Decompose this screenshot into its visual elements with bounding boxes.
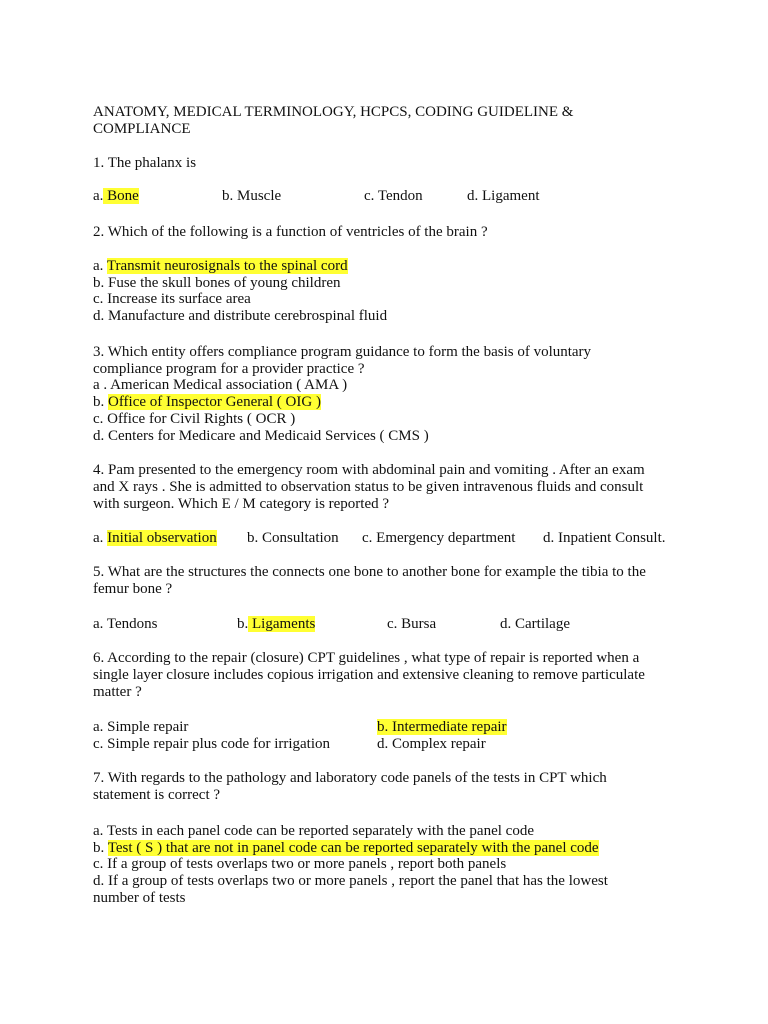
q2-option-c: c. Increase its surface area bbox=[93, 291, 251, 307]
q1-option-a-answer: Bone bbox=[103, 188, 139, 204]
q5-option-b-answer: Ligaments bbox=[248, 616, 316, 632]
document-title: ANATOMY, MEDICAL TERMINOLOGY, HCPCS, CODING GUIDELINE & bbox=[93, 104, 574, 120]
q3-option-b-prefix: b. bbox=[93, 394, 108, 410]
q6-option-c: c. Simple repair plus code for irrigation bbox=[93, 736, 331, 752]
question-2: 2. Which of the following is a function of ventricles of the brain ? bbox=[93, 224, 488, 240]
q5-option-b-prefix: b. bbox=[237, 616, 249, 632]
q7-option-b-prefix: b. bbox=[93, 840, 108, 856]
q7-option-d: d. If a group of tests overlaps two or more panels , report the panel that has the lowest bbox=[93, 873, 608, 889]
question-6: 6. According to the repair (closure) CPT guidelines , what type of repair is reported when a bbox=[93, 650, 640, 666]
q2-option-d: d. Manufacture and distribute cerebrospinal fluid bbox=[93, 308, 388, 324]
q7-option-d-line2: number of tests bbox=[93, 890, 186, 906]
q7-option-c: c. If a group of tests overlaps two or more panels , report both panels bbox=[93, 856, 507, 872]
q4-option-b: b. Consultation bbox=[247, 530, 339, 546]
question-1: 1. The phalanx is bbox=[93, 155, 197, 171]
q7-option-a: a. Tests in each panel code can be reported separately with the panel code bbox=[93, 823, 534, 839]
q4-option-d: d. Inpatient Consult. bbox=[543, 530, 666, 546]
q6-option-b-answer: b. Intermediate repair bbox=[377, 719, 507, 735]
document-title-line2: COMPLIANCE bbox=[93, 121, 191, 137]
q2-option-a bbox=[93, 258, 348, 275]
q3-option-b-answer: Office of Inspector General ( OIG ) bbox=[108, 394, 321, 410]
q6-option-a: a. Simple repair bbox=[93, 719, 189, 735]
question-3: 3. Which entity offers compliance program guidance to form the basis of voluntary bbox=[93, 344, 592, 360]
question-6-line2: single layer closure includes copious irrigation and extensive cleaning to remove particulate bbox=[93, 667, 645, 683]
q1-option-a bbox=[93, 188, 139, 205]
q5-option-c: c. Bursa bbox=[387, 616, 437, 632]
q1-option-b: b. Muscle bbox=[222, 188, 282, 204]
q6-option-b bbox=[377, 719, 507, 736]
q2-option-b: b. Fuse the skull bones of young children bbox=[93, 275, 341, 291]
q3-option-c: c. Office for Civil Rights ( OCR ) bbox=[93, 411, 296, 427]
q7-option-b bbox=[93, 840, 599, 857]
question-4: 4. Pam presented to the emergency room with abdominal pain and vomiting . After an exam bbox=[93, 462, 645, 478]
q6-option-d: d. Complex repair bbox=[377, 736, 486, 752]
q5-option-d: d. Cartilage bbox=[500, 616, 570, 632]
question-6-line3: matter ? bbox=[93, 684, 142, 700]
q3-option-d: d. Centers for Medicare and Medicaid Services ( CMS ) bbox=[93, 428, 429, 444]
q5-option-b bbox=[237, 616, 315, 633]
q4-option-a-prefix: a. bbox=[93, 530, 108, 546]
q5-option-a: a. Tendons bbox=[93, 616, 158, 632]
question-4-line2: and X rays . She is admitted to observation status to be given intravenous fluids and consult bbox=[93, 479, 644, 495]
q1-option-d: d. Ligament bbox=[467, 188, 540, 204]
q2-option-a-answer: Transmit neurosignals to the spinal cord bbox=[106, 258, 348, 274]
q4-option-a-answer: Initial observation bbox=[107, 530, 217, 546]
question-7-line2: statement is correct ? bbox=[93, 787, 221, 803]
q7-option-b-answer: Test ( S ) that are not in panel code can be reported separately with the panel code bbox=[107, 840, 599, 856]
q1-option-a-prefix: a. bbox=[93, 188, 104, 204]
question-3-line2: compliance program for a provider practice ? bbox=[93, 361, 365, 377]
question-4-line3: with surgeon. Which E / M category is reported ? bbox=[93, 496, 390, 512]
q4-option-a bbox=[93, 530, 217, 547]
q3-option-b bbox=[93, 394, 321, 411]
question-5-line2: femur bone ? bbox=[93, 581, 173, 597]
q1-option-c: c. Tendon bbox=[364, 188, 423, 204]
q4-option-c: c. Emergency department bbox=[362, 530, 516, 546]
question-5: 5. What are the structures the connects one bone to another bone for example the tibia to the bbox=[93, 564, 646, 580]
q3-option-a: a . American Medical association ( AMA ) bbox=[93, 377, 348, 393]
q2-option-a-prefix: a. bbox=[93, 258, 107, 274]
question-7: 7. With regards to the pathology and laboratory code panels of the tests in CPT which bbox=[93, 770, 607, 786]
